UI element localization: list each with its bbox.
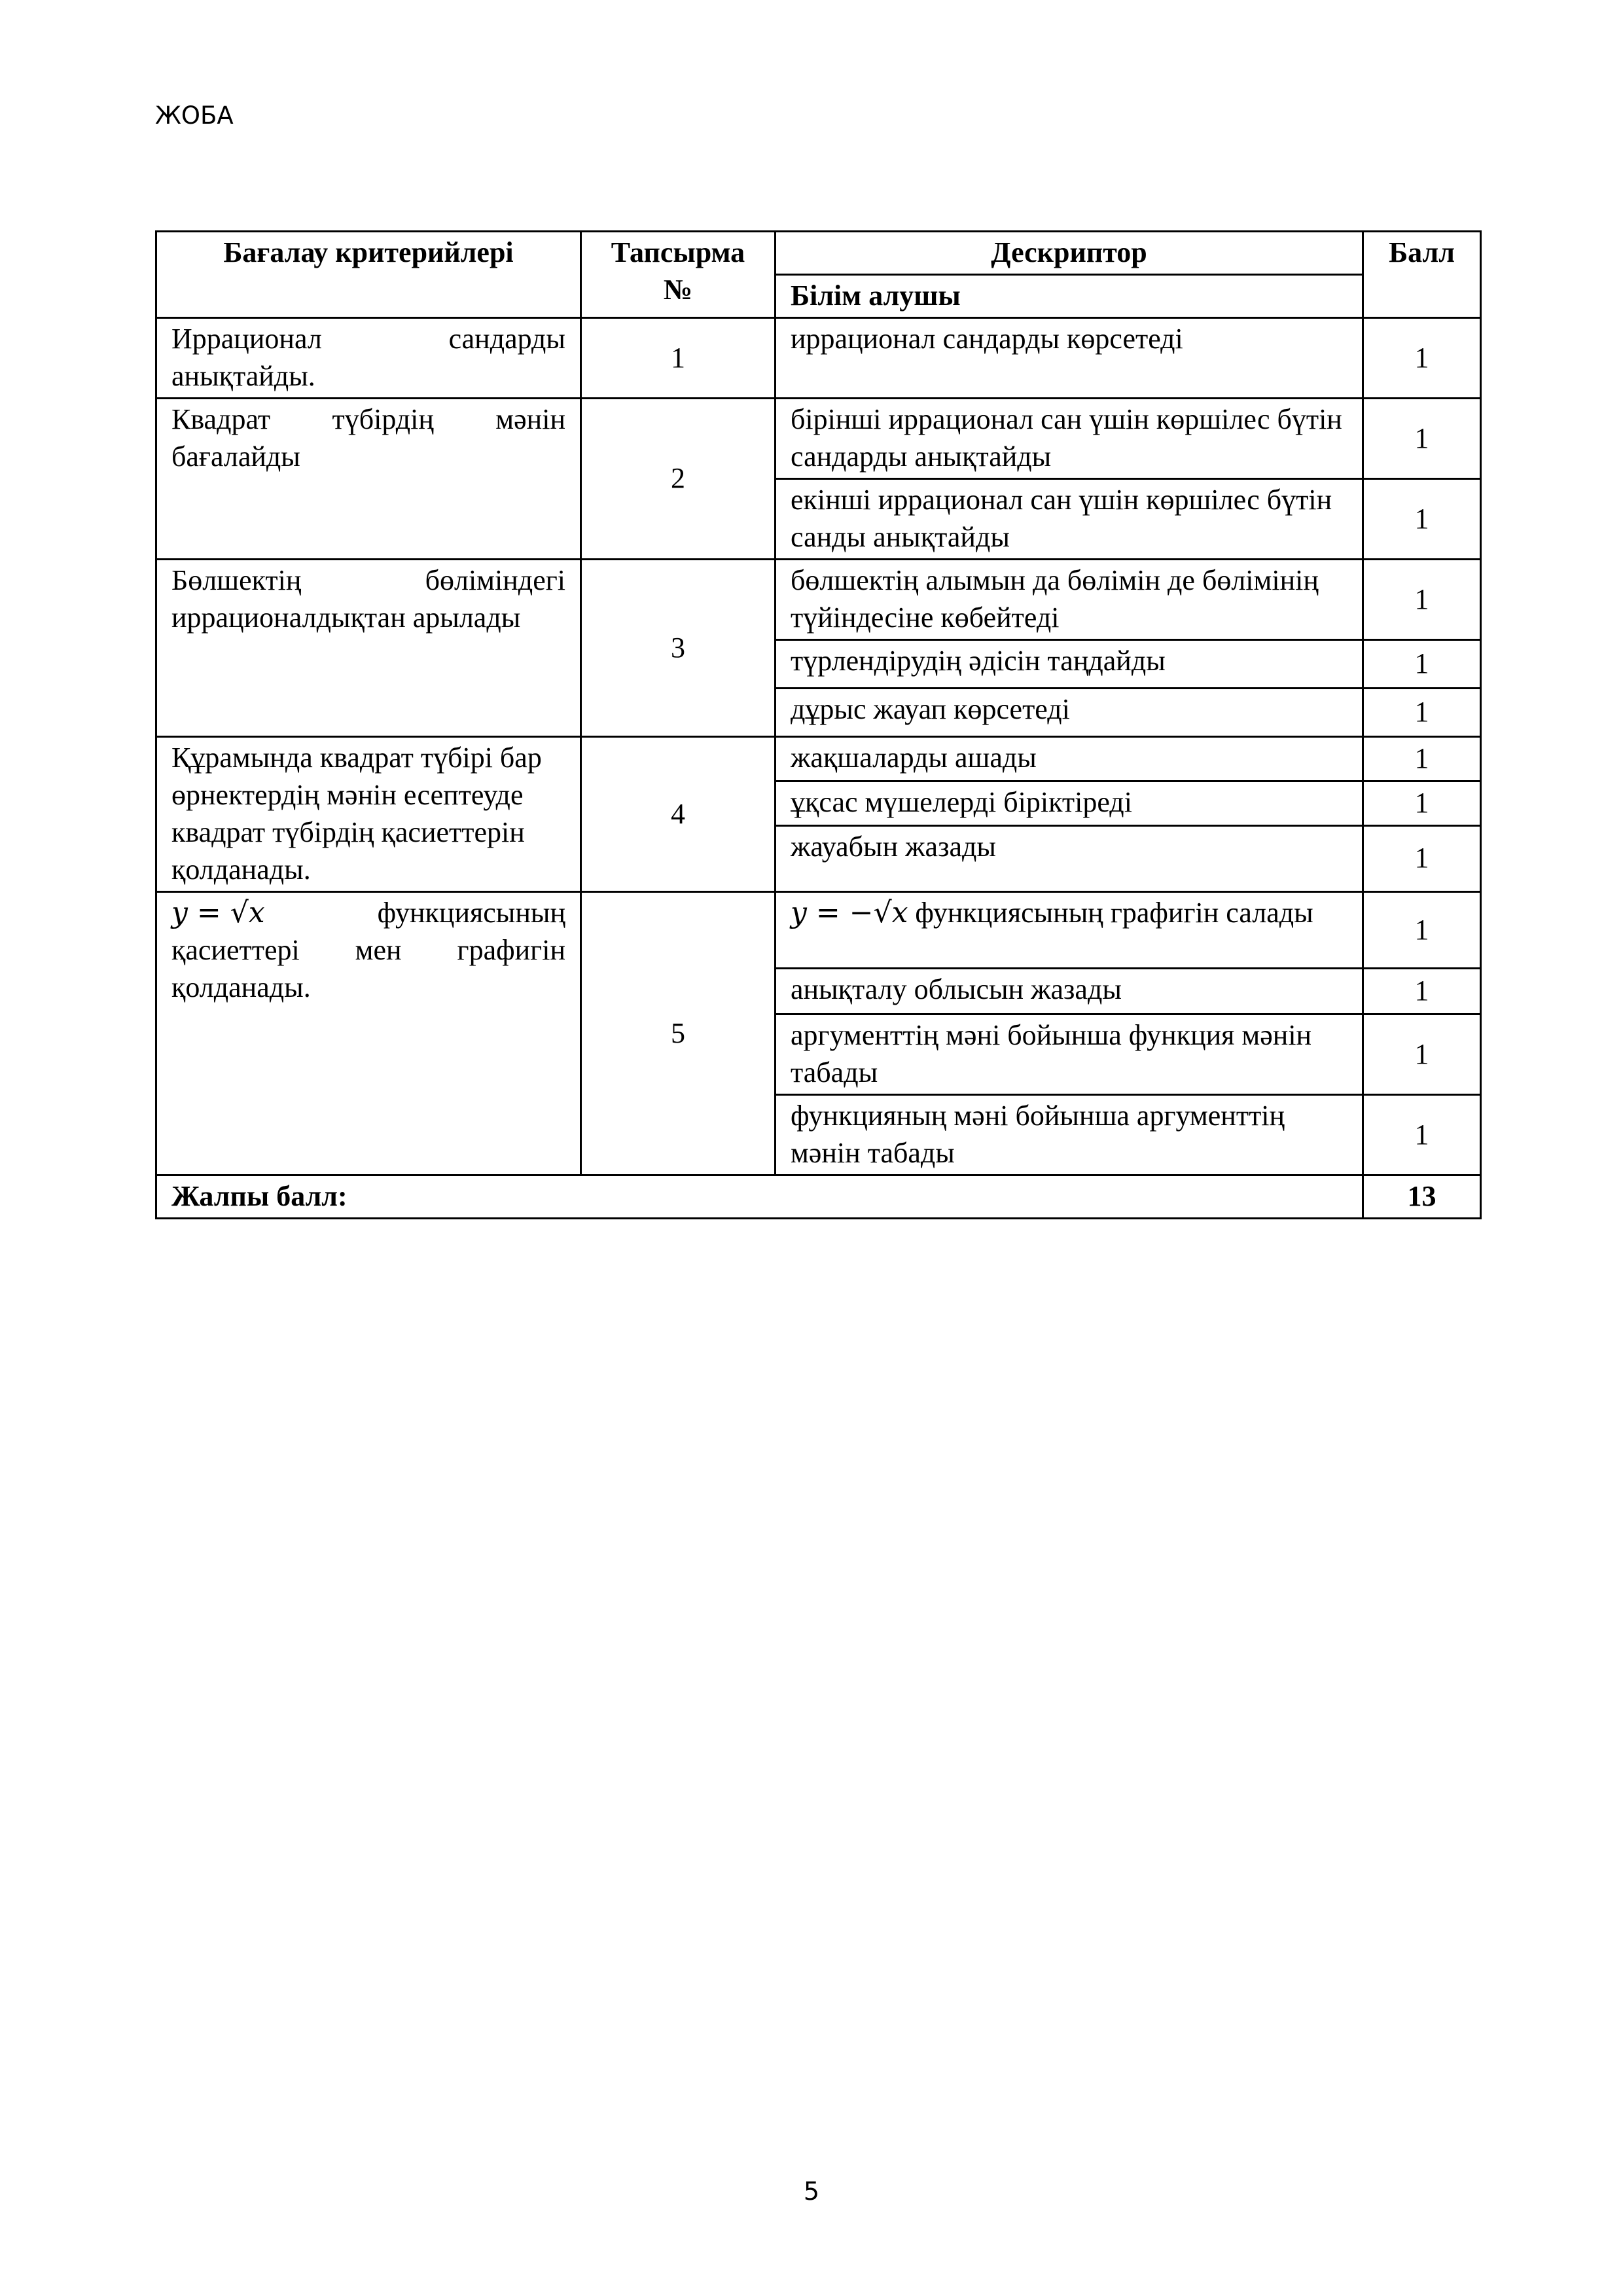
descriptor-cell: түрлендірудің әдісін таңдайды <box>776 640 1363 689</box>
table-row <box>156 318 1481 399</box>
descriptor-cell: дұрыс жауап көрсетеді <box>776 689 1363 737</box>
criterion-text: функциясының <box>377 897 565 929</box>
criterion-text: қасиеттері мен графигін қолданады. <box>171 934 565 1003</box>
total-label: Жалпы балл: <box>156 1175 1363 1219</box>
descriptor-cell: екінші иррационал сан үшін көршілес бүтін санды анықтайды <box>776 479 1363 560</box>
score-cell: 1 <box>1363 399 1481 479</box>
criterion-cell: Құрамында квадрат түбірі бар өрнектердің мәнін есептеуде квадрат түбірдің қасиеттерін қолданады. <box>156 737 581 892</box>
descriptor-cell: бірінші иррационал сан үшін көршілес бүтін сандарды анықтайды <box>776 399 1363 479</box>
score-cell: 1 <box>1363 969 1481 1014</box>
score-cell: 1 <box>1363 892 1481 969</box>
score-cell: 1 <box>1363 825 1481 891</box>
descriptor-formula: y = −√x <box>791 896 908 929</box>
col-subheader-learner: Білім алушы <box>776 275 1363 318</box>
score-cell: 1 <box>1363 640 1481 689</box>
task-number-cell: 5 <box>581 892 776 1175</box>
total-value: 13 <box>1363 1175 1481 1219</box>
col-header-criteria: Бағалау критерийлері <box>156 232 581 318</box>
table-row <box>156 892 1481 969</box>
table-row <box>156 737 1481 781</box>
col-header-task-no: Тапсырма № <box>581 232 776 318</box>
score-cell: 1 <box>1363 479 1481 560</box>
table-row <box>156 399 1481 479</box>
page-number: 5 <box>803 2177 820 2206</box>
total-row <box>156 1175 1481 1219</box>
task-number-cell: 4 <box>581 737 776 892</box>
assessment-rubric-table <box>155 230 1482 1219</box>
criterion-cell: Иррационал сандарды анықтайды. <box>156 318 581 399</box>
descriptor-cell: анықталу облысын жазады <box>776 969 1363 1014</box>
col-header-score: Балл <box>1363 232 1481 318</box>
document-header-mark: ЖОБА <box>155 101 234 130</box>
table-row <box>156 560 1481 640</box>
descriptor-cell: иррационал сандарды көрсетеді <box>776 318 1363 399</box>
task-number-cell: 1 <box>581 318 776 399</box>
criterion-cell: Бөлшектің бөліміндегі иррационалдықтан арылады <box>156 560 581 737</box>
descriptor-cell: бөлшектің алымын да бөлімін де бөлімінің түйіндесіне көбейтеді <box>776 560 1363 640</box>
descriptor-cell: аргументтің мәні бойынша функция мәнін табады <box>776 1014 1363 1095</box>
score-cell: 1 <box>1363 1095 1481 1175</box>
descriptor-text: функциясының графигін салады <box>915 897 1313 929</box>
score-cell: 1 <box>1363 689 1481 737</box>
score-cell: 1 <box>1363 737 1481 781</box>
descriptor-cell <box>776 892 1363 969</box>
task-number-cell: 3 <box>581 560 776 737</box>
criterion-formula: y = √x <box>171 896 265 929</box>
score-cell: 1 <box>1363 1014 1481 1095</box>
criterion-cell: Квадрат түбірдің мәнін бағалайды <box>156 399 581 560</box>
descriptor-cell: жауабын жазады <box>776 825 1363 891</box>
criterion-cell <box>156 892 581 1175</box>
descriptor-cell: функцияның мәні бойынша аргументтің мәнін табады <box>776 1095 1363 1175</box>
descriptor-cell: ұқсас мүшелерді біріктіреді <box>776 781 1363 825</box>
score-cell: 1 <box>1363 318 1481 399</box>
score-cell: 1 <box>1363 560 1481 640</box>
task-number-cell: 2 <box>581 399 776 560</box>
descriptor-cell: жақшаларды ашады <box>776 737 1363 781</box>
score-cell: 1 <box>1363 781 1481 825</box>
col-header-descriptor: Дескриптор <box>776 232 1363 275</box>
